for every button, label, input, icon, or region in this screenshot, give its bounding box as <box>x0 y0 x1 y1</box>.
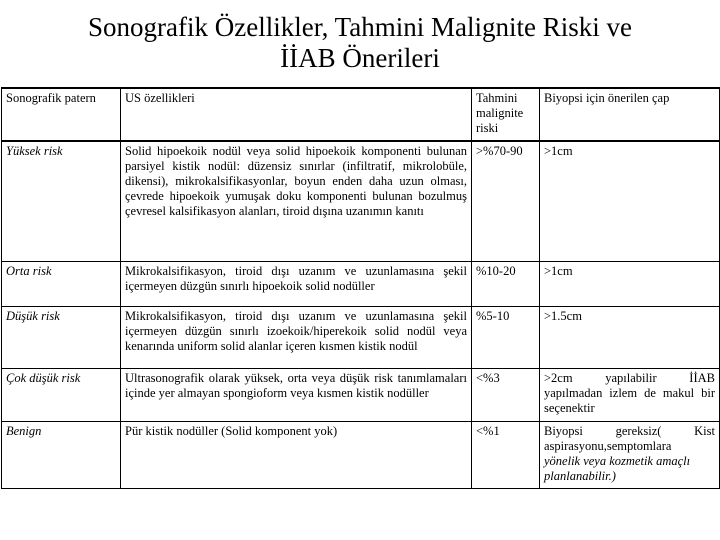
row-biopsy: >1cm <box>540 262 720 307</box>
header-pattern: Sonografik patern <box>2 88 121 141</box>
row-features: Pür kistik nodüller (Solid komponent yok) <box>121 422 472 489</box>
table-row <box>2 307 720 369</box>
row-risk: <%3 <box>472 369 540 422</box>
row-biopsy: >1cm <box>540 141 720 262</box>
header-features: US özellikleri <box>121 88 472 141</box>
row-features: Mikrokalsifikasyon, tiroid dışı uzanım ve uzunlamasına şekil içermeyen düzgün sınırlı hipoekoik solid nodüller <box>121 262 472 307</box>
row-risk: <%1 <box>472 422 540 489</box>
title-line-1: Sonografik Özellikler, Tahmini Malignite Riski ve <box>88 12 632 42</box>
row-biopsy <box>540 422 720 489</box>
header-risk: Tahmini malignite riski <box>472 88 540 141</box>
title-line-2: İİAB Önerileri <box>280 43 440 73</box>
row-biopsy: >2cm yapılabilir İİAB yapılmadan izlem de makul bir seçenektir <box>540 369 720 422</box>
table-header-row <box>2 88 720 141</box>
row-features: Solid hipoekoik nodül veya solid hipoekoik komponenti bulunan parsiyel kistik nodül: düzensiz sınırlar (infiltratif, mikrolobüle, dikensi), mikrokalsifikasyonlar, boyun enden daha uzun olması, çevrede hipoekoik yumuşak doku komponenti bulunan bozulmuş çevresel kalsifikasyon alanları, tiroid dışına uzanımın kanıtı <box>121 141 472 262</box>
page-title <box>0 12 720 74</box>
row-biopsy: >1.5cm <box>540 307 720 369</box>
table-row <box>2 262 720 307</box>
table-row <box>2 369 720 422</box>
row-risk: %10-20 <box>472 262 540 307</box>
table-row <box>2 141 720 262</box>
biopsy-line-2: yönelik veya kozmetik amaçlı planlanabilir.) <box>544 454 691 483</box>
table-row <box>2 422 720 489</box>
row-pattern: Orta risk <box>2 262 121 307</box>
row-pattern: Düşük risk <box>2 307 121 369</box>
header-biopsy: Biyopsi için önerilen çap <box>540 88 720 141</box>
row-features: Mikrokalsifikasyon, tiroid dışı uzanım ve uzunlamasına şekil içermeyen düzgün sınırlı izoekoik/hiperekoik solid nodül veya kenarında uniform solid alanlar içeren kısmen kistik nodül <box>121 307 472 369</box>
row-pattern: Yüksek risk <box>2 141 121 262</box>
risk-table <box>1 87 720 489</box>
row-risk: >%70-90 <box>472 141 540 262</box>
row-risk: %5-10 <box>472 307 540 369</box>
row-pattern: Benign <box>2 422 121 489</box>
row-features: Ultrasonografik olarak yüksek, orta veya düşük risk tanımlamaları içinde yer almayan spongioform veya kısmen kistik nodüller <box>121 369 472 422</box>
row-pattern: Çok düşük risk <box>2 369 121 422</box>
biopsy-line-1: Biyopsi gereksiz( Kist aspirasyonu,semptomlara <box>544 424 715 453</box>
